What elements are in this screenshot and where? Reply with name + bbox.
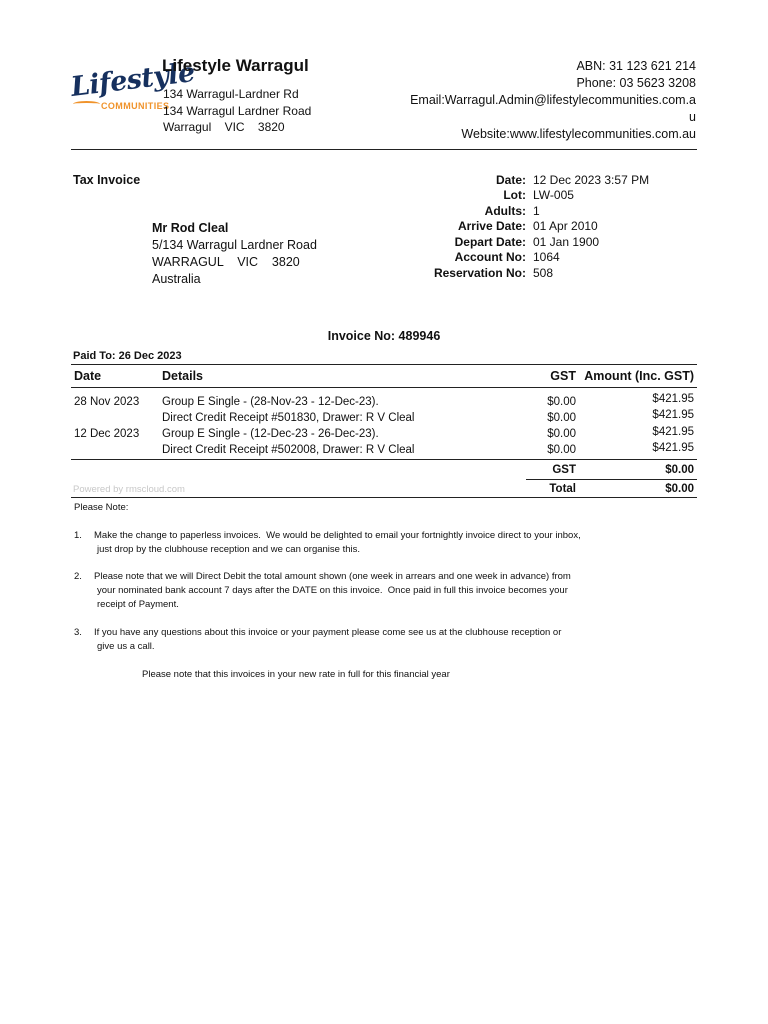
table-cell-gst: $0.00 (547, 428, 576, 440)
table-cell-gst: $0.00 (547, 444, 576, 456)
company-website: Website:www.lifestylecommunities.com.au (461, 127, 696, 141)
guest-address-line: WARRAGUL VIC 3820 (152, 255, 300, 269)
guest-address-line: Australia (152, 272, 201, 286)
note-number: 2. (74, 571, 82, 582)
company-phone: Phone: 03 5623 3208 (576, 76, 696, 90)
total-label: Total (549, 483, 576, 495)
detail-label-arrive: Arrive Date: (457, 219, 526, 233)
company-address-line: Warragul VIC 3820 (163, 120, 285, 134)
column-header-date: Date (74, 369, 102, 383)
table-top-rule (71, 364, 697, 365)
column-header-amount: Amount (Inc. GST) (584, 369, 694, 383)
company-email-wrap: u (689, 110, 696, 124)
company-name: Lifestyle Warragul (162, 56, 309, 75)
detail-label-date: Date: (495, 173, 526, 187)
detail-label-depart: Depart Date: (454, 235, 526, 249)
company-abn: ABN: 31 123 621 214 (576, 59, 696, 73)
detail-value-arrive: 01 Apr 2010 (533, 219, 598, 233)
gst-total-value: $0.00 (665, 464, 694, 476)
gst-total-label: GST (552, 464, 576, 476)
table-cell-gst: $0.00 (547, 396, 576, 408)
total-value: $0.00 (665, 483, 694, 495)
notes-heading: Please Note: (74, 502, 129, 513)
note-number: 1. (74, 530, 82, 541)
notes-footer: Please note that this invoices in your new rate in full for this financial year (142, 669, 450, 680)
logo-subtext: COMMUNITIES (101, 101, 170, 111)
note-text: your nominated bank account 7 days after the DATE on this invoice. Once paid in full this invoice becomes your (97, 585, 568, 596)
table-header-rule (71, 387, 697, 388)
paid-to: Paid To: 26 Dec 2023 (73, 350, 182, 362)
document-title: Tax Invoice (73, 173, 141, 187)
detail-label-adults: Adults: (484, 204, 526, 218)
note-text: If you have any questions about this invoice or your payment please come see us at the clubhouse reception or (94, 627, 562, 638)
note-text: Make the change to paperless invoices. We would be delighted to email your fortnightly invoice direct to your inbox, (94, 530, 581, 541)
column-header-details: Details (162, 369, 203, 383)
detail-value-depart: 01 Jan 1900 (533, 235, 600, 249)
detail-value-lot: LW-005 (533, 188, 574, 202)
table-cell-amount: $421.95 (652, 426, 694, 438)
invoice-number: Invoice No: 489946 (327, 329, 441, 343)
logo-swoosh (73, 101, 100, 107)
detail-value-date: 12 Dec 2023 3:57 PM (533, 173, 650, 187)
logo-wordmark: Lifestyle (69, 57, 197, 103)
detail-label-account: Account No: (454, 250, 526, 264)
note-text: just drop by the clubhouse reception and we can organise this. (97, 544, 360, 555)
detail-value-reservation: 508 (533, 266, 554, 280)
guest-name: Mr Rod Cleal (152, 221, 229, 235)
note-text: give us a call. (97, 641, 155, 652)
note-text: receipt of Payment. (97, 599, 179, 610)
note-number: 3. (74, 627, 82, 638)
subtotal-rule (526, 479, 697, 480)
company-address-line: 134 Warragul-Lardner Rd (163, 87, 299, 101)
table-cell-date: 12 Dec 2023 (74, 428, 140, 440)
detail-label-lot: Lot: (503, 188, 526, 202)
detail-value-adults: 1 (533, 204, 540, 218)
table-cell-details: Direct Credit Receipt #501830, Drawer: R V Cleal (162, 412, 415, 424)
table-body-rule (71, 459, 697, 460)
guest-address-line: 5/134 Warragul Lardner Road (152, 238, 317, 252)
table-cell-amount: $421.95 (652, 442, 694, 454)
table-cell-amount: $421.95 (652, 393, 694, 405)
column-header-gst: GST (550, 369, 576, 383)
note-text: Please note that we will Direct Debit the total amount shown (one week in arrears and one week in advance) from (94, 571, 571, 582)
powered-by-text: Powered by rmscloud.com (73, 484, 185, 495)
table-cell-gst: $0.00 (547, 412, 576, 424)
table-cell-amount: $421.95 (652, 409, 694, 421)
table-cell-date: 28 Nov 2023 (74, 396, 140, 408)
detail-label-reservation: Reservation No: (433, 266, 526, 280)
table-cell-details: Direct Credit Receipt #502008, Drawer: R V Cleal (162, 444, 415, 456)
table-cell-details: Group E Single - (12-Dec-23 - 26-Dec-23). (162, 428, 379, 440)
detail-value-account: 1064 (533, 250, 560, 264)
header-divider (71, 149, 697, 150)
company-address-line: 134 Warragul Lardner Road (163, 104, 312, 118)
table-bottom-rule (71, 497, 697, 498)
table-cell-details: Group E Single - (28-Nov-23 - 12-Dec-23). (162, 396, 379, 408)
company-email: Email:Warragul.Admin@lifestylecommunities.com.a (410, 93, 696, 107)
